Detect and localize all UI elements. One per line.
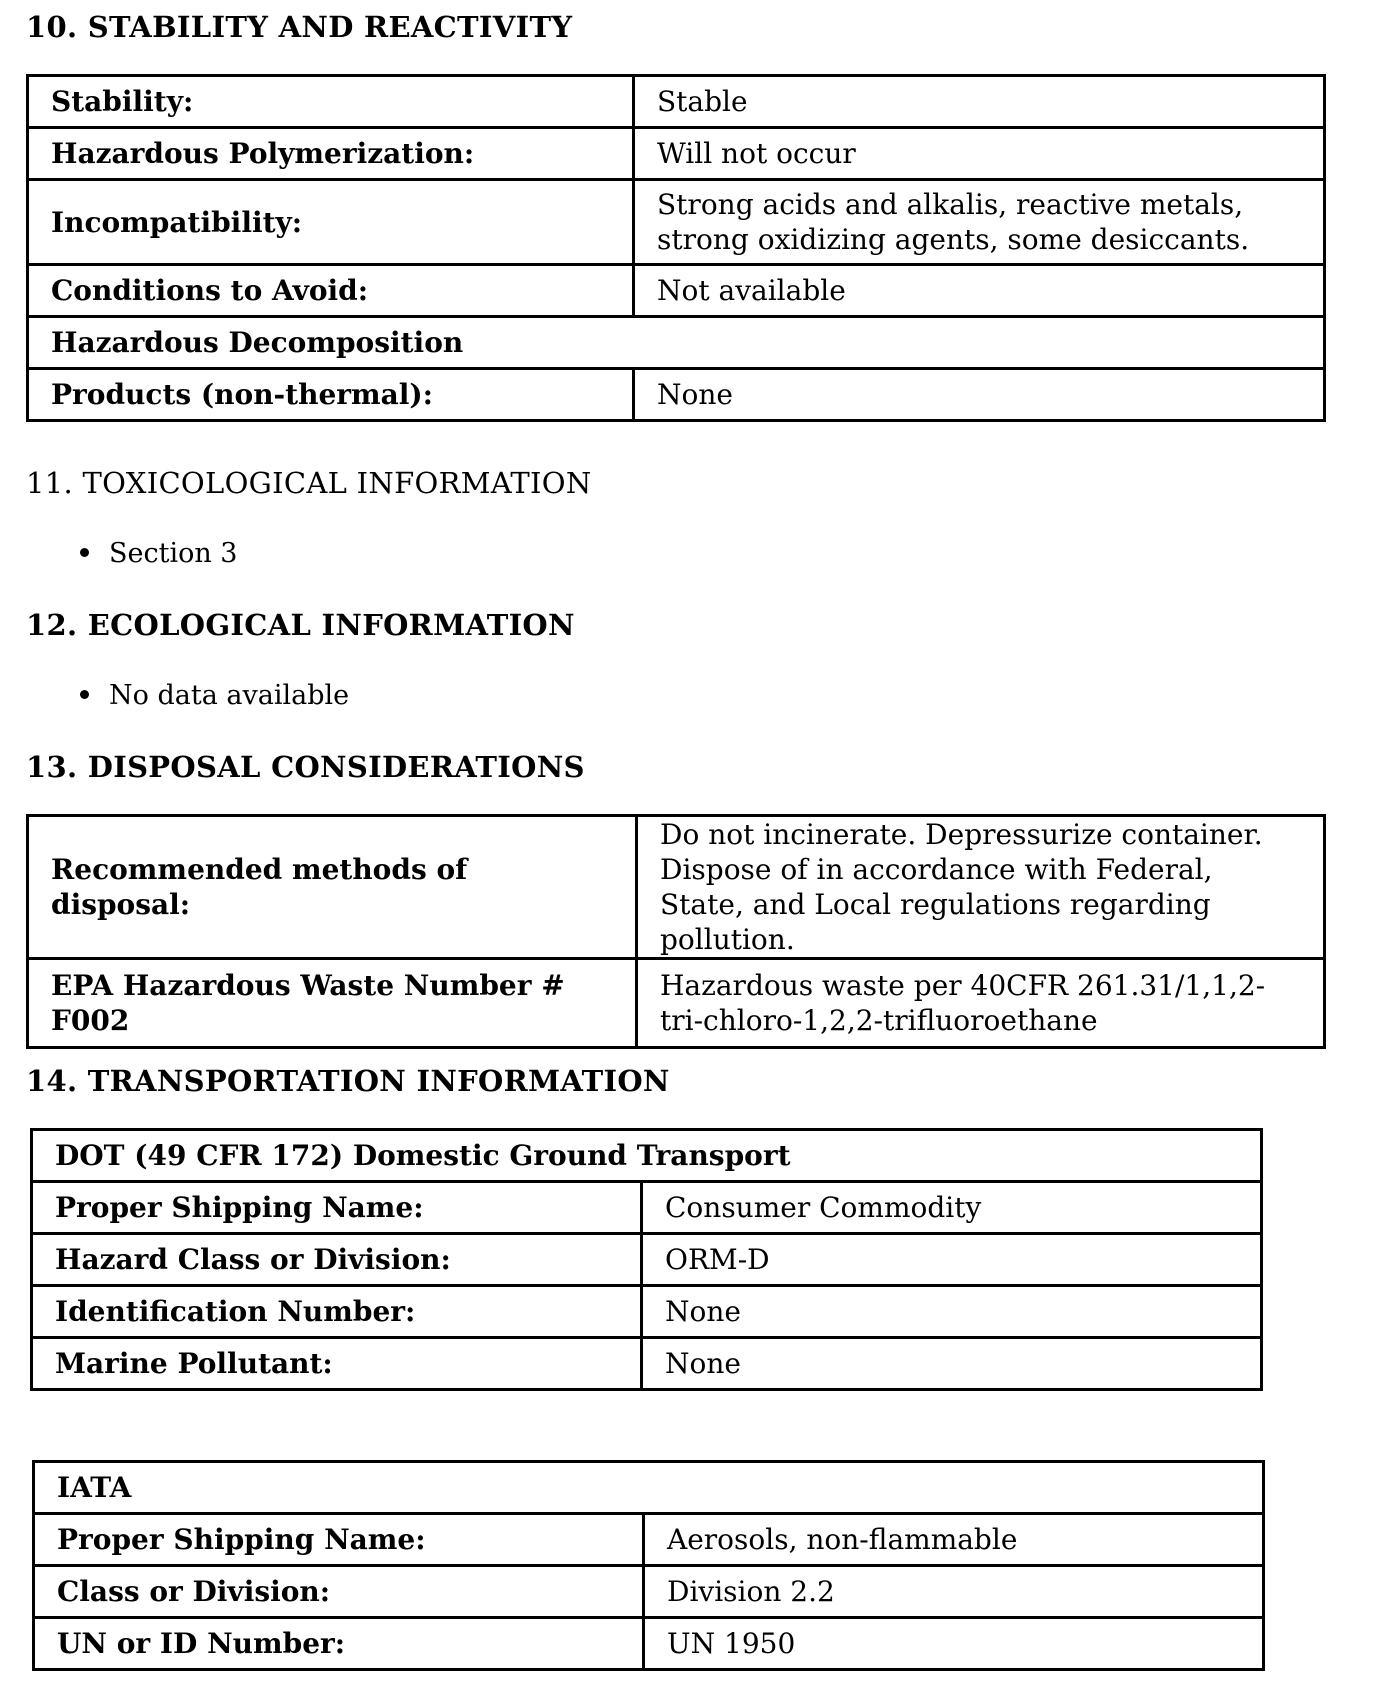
conditions-to-avoid-label: Conditions to Avoid: [28,265,634,317]
bullet-text: Section 3 [109,538,238,569]
dot-hazard-class-value: ORM-D [642,1234,1262,1286]
hazardous-polymerization-value: Will not occur [634,128,1325,180]
section-11-heading: 11. TOXICOLOGICAL INFORMATION [26,466,592,500]
section-10-heading: 10. STABILITY AND REACTIVITY [26,10,573,44]
dot-identification-number-value: None [642,1286,1262,1338]
iata-class-division-label: Class or Division: [34,1566,644,1618]
table-row [32,1130,1262,1182]
iata-transport-table [32,1460,1265,1671]
products-non-thermal-label: Products (non-thermal): [28,369,634,421]
table-row [28,180,1325,265]
table-row [32,1286,1262,1338]
dot-shipping-name-value: Consumer Commodity [642,1182,1262,1234]
bullet-text: No data available [109,680,350,711]
table-row [28,265,1325,317]
dot-marine-pollutant-value: None [642,1338,1262,1390]
iata-un-number-value: UN 1950 [644,1618,1264,1670]
epa-waste-number-label: EPA Hazardous Waste Number # F002 [28,959,637,1048]
bullet-icon [80,548,89,557]
table-row [32,1182,1262,1234]
list-item [80,680,349,711]
stability-value: Stable [634,76,1325,128]
table-row [28,317,1325,369]
incompatibility-value: Strong acids and alkalis, reactive metals, strong oxidizing agents, some desiccants. [634,180,1325,265]
table-row [34,1566,1264,1618]
table-row [32,1234,1262,1286]
iata-class-division-value: Division 2.2 [644,1566,1264,1618]
disposal-methods-label: Recommended methods of disposal: [28,816,637,959]
dot-transport-title: DOT (49 CFR 172) Domestic Ground Transport [32,1130,1262,1182]
section-14-heading: 14. TRANSPORTATION INFORMATION [26,1064,670,1098]
iata-shipping-name-label: Proper Shipping Name: [34,1514,644,1566]
iata-title: IATA [34,1462,1264,1514]
table-row [34,1514,1264,1566]
table-row [28,76,1325,128]
bullet-icon [80,690,89,699]
dot-shipping-name-label: Proper Shipping Name: [32,1182,642,1234]
stability-table [26,74,1326,422]
stability-label: Stability: [28,76,634,128]
table-row [34,1618,1264,1670]
dot-identification-number-label: Identification Number: [32,1286,642,1338]
hazardous-polymerization-label: Hazardous Polymerization: [28,128,634,180]
table-row [28,959,1325,1048]
epa-waste-number-value: Hazardous waste per 40CFR 261.31/1,1,2-tri-chloro-1,2,2-trifluoroethane [637,959,1325,1048]
dot-transport-table [30,1128,1263,1391]
conditions-to-avoid-value: Not available [634,265,1325,317]
section-13-heading: 13. DISPOSAL CONSIDERATIONS [26,750,585,784]
iata-shipping-name-value: Aerosols, non-flammable [644,1514,1264,1566]
disposal-methods-value: Do not incinerate. Depressurize container. Dispose of in accordance with Federal, State, and Local regulations regarding pollution. [637,816,1325,959]
hazardous-decomposition-label: Hazardous Decomposition [28,317,1325,369]
table-row [34,1462,1264,1514]
dot-hazard-class-label: Hazard Class or Division: [32,1234,642,1286]
list-item [80,538,238,569]
table-row [32,1338,1262,1390]
table-row [28,128,1325,180]
disposal-table [26,814,1326,1049]
dot-marine-pollutant-label: Marine Pollutant: [32,1338,642,1390]
section-12-heading: 12. ECOLOGICAL INFORMATION [26,608,575,642]
incompatibility-label: Incompatibility: [28,180,634,265]
table-row [28,816,1325,959]
products-non-thermal-value: None [634,369,1325,421]
table-row [28,369,1325,421]
iata-un-number-label: UN or ID Number: [34,1618,644,1670]
